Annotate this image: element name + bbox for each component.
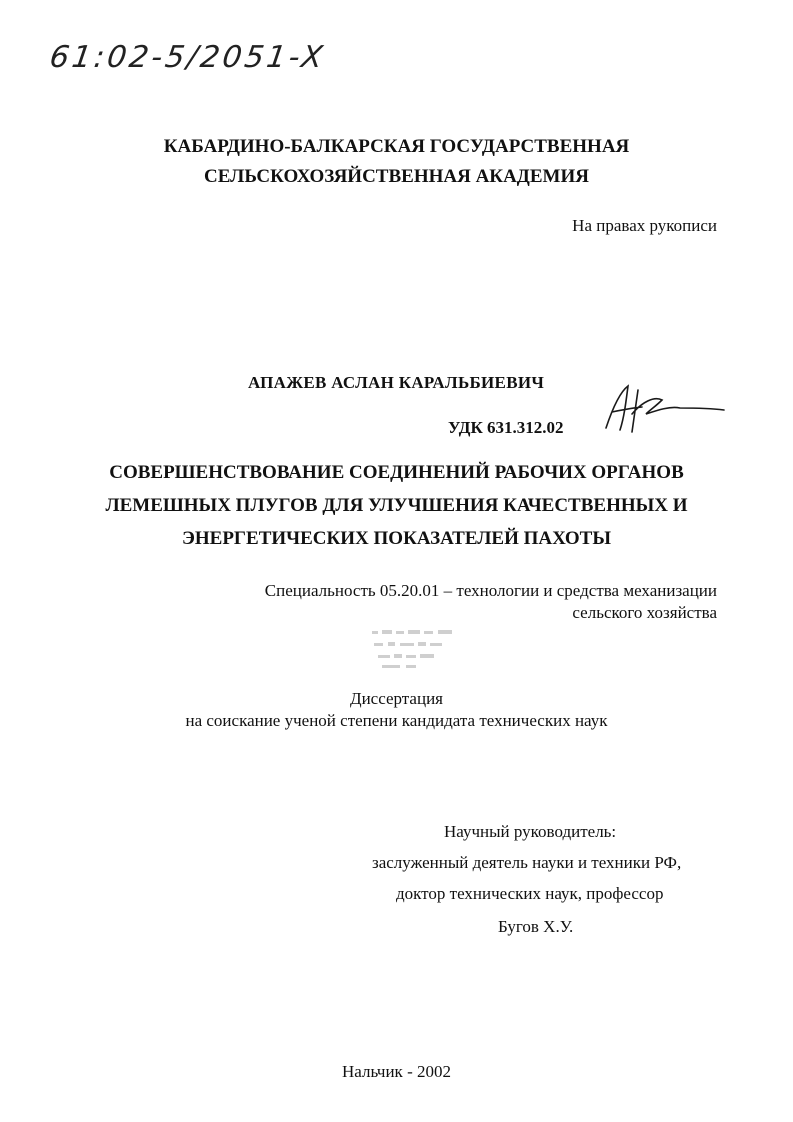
degree-sought: на соискание ученой степени кандидата технических наук xyxy=(185,711,608,730)
organization-line-1: КАБАРДИНО-БАЛКАРСКАЯ ГОСУДАРСТВЕННАЯ xyxy=(163,136,630,157)
supervisor-name: Бугов Х.У. xyxy=(498,917,574,936)
author-name: АПАЖЕВ АСЛАН КАРАЛЬБИЕВИЧ xyxy=(248,373,545,392)
organization-line-2: СЕЛЬСКОХОЗЯЙСТВЕННАЯ АКАДЕМИЯ xyxy=(204,166,589,187)
supervisor-degree: доктор технических наук, профессор xyxy=(396,884,664,903)
city-year: Нальчик - 2002 xyxy=(342,1062,451,1081)
author-signature xyxy=(598,380,728,440)
specialty-line-1: Специальность 05.20.01 – технологии и средства механизации xyxy=(264,581,717,600)
manuscript-rights: На правах рукописи xyxy=(572,216,717,235)
udk-code: УДК 631.312.02 xyxy=(448,418,564,437)
faded-library-stamp xyxy=(368,627,458,671)
title-line-2: ЛЕМЕШНЫХ ПЛУГОВ ДЛЯ УЛУЧШЕНИЯ КАЧЕСТВЕННЫХ И xyxy=(105,495,688,516)
supervisor-honorary-title: заслуженный деятель науки и техники РФ, xyxy=(372,853,682,872)
title-line-3: ЭНЕРГЕТИЧЕСКИХ ПОКАЗАТЕЛЕЙ ПАХОТЫ xyxy=(181,528,611,549)
specialty xyxy=(265,580,717,624)
inventory-number: 61:02-5/2051-X xyxy=(47,40,328,75)
dissertation-label: Диссертация xyxy=(349,689,443,708)
title-line-1: СОВЕРШЕНСТВОВАНИЕ СОЕДИНЕНИЙ РАБОЧИХ ОРГАНОВ xyxy=(109,462,684,483)
specialty-line-2: сельского хозяйства xyxy=(572,603,717,622)
dissertation-statement xyxy=(0,688,793,732)
supervisor-label: Научный руководитель: xyxy=(444,822,617,841)
